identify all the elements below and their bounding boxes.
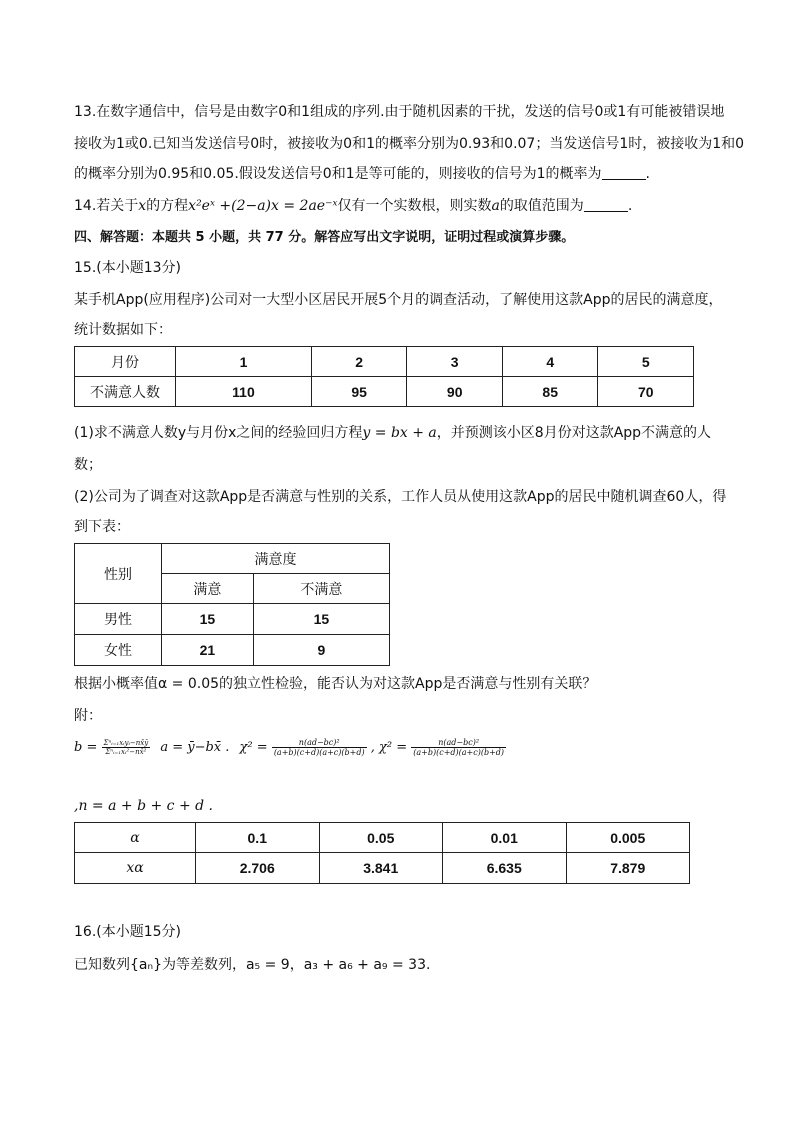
table-cell: 21: [162, 635, 254, 666]
chi-symbol: χ² =: [239, 740, 268, 755]
q15-part1-cont: 数；: [74, 457, 102, 473]
q14-var-x: x: [138, 198, 147, 214]
q15-question: 根据小概率值α = 0.05的独立性检验，能否认为对这款App是否满意与性别有关联？: [74, 676, 597, 692]
q15-part1-tail: ，并预测该小区8月份对这款App不满意的人: [436, 425, 712, 441]
chi-fraction: [272, 738, 367, 757]
chi-fraction-2: [411, 738, 506, 757]
table-cell: 0.01: [443, 823, 567, 853]
q15-intro2: 统计数据如下：: [74, 322, 172, 338]
q13-line3-text: 的概率分别为0.95和0.05.假设发送信号0和1是等可能的，则接收的信号为1的概率为: [74, 166, 602, 182]
table-cell: 9: [253, 635, 389, 666]
q14-tail: 的取值范围为: [499, 198, 584, 214]
b-denominator: Σⁿᵢ₌₁xᵢ²−nx̄²: [105, 748, 147, 756]
table-row-label: 男性: [75, 604, 162, 635]
chi-denominator: (a+b)(c+d)(a+c)(b+d): [273, 748, 365, 757]
table-cell: 4: [502, 347, 598, 377]
table-header-cell: 性别: [75, 544, 162, 604]
q14-suffix: 仅有一个实数根，则实数: [337, 198, 492, 214]
table-cell: 7.879: [566, 853, 690, 884]
table-header-cell: xα: [75, 853, 196, 884]
appendix-label: 附：: [74, 708, 102, 724]
table-header-cell: 不满意: [253, 574, 389, 604]
q14-mid: 的方程: [146, 198, 189, 214]
q13-line2: 接收为1或0.已知当发送信号0时，被接收为0和1的概率分别为0.93和0.07；当发送信号1时，被接收为1和0: [74, 136, 745, 152]
table-cell: 1: [176, 347, 312, 377]
chi-denominator: (a+b)(c+d)(a+c)(b+d): [413, 748, 505, 757]
table-cell: 0.05: [319, 823, 443, 853]
formula-line: [74, 738, 506, 757]
table-cell: 6.635: [443, 853, 567, 884]
table-cell: 3.841: [319, 853, 443, 884]
q14-var-a: a: [491, 198, 500, 214]
table-cell: 0.1: [196, 823, 320, 853]
q14-equation: x²eˣ +(2−a)x = 2ae⁻ˣ: [188, 198, 338, 214]
table-cell: 110: [176, 377, 312, 407]
q13-line1: 13.在数字通信中，信号是由数字0和1组成的序列.由于随机因素的干扰，发送的信号0或1有可能被错误地: [74, 104, 725, 120]
section-heading: 四、解答题：本题共 5 小题，共 77 分。解答应写出文字说明，证明过程或演算步骤。: [74, 230, 575, 245]
q14-period: .: [627, 198, 633, 214]
table-header-cell: 满意: [162, 574, 254, 604]
b-hat-symbol: b =: [74, 740, 98, 755]
chi-separator: , χ² =: [370, 740, 408, 755]
chi-numerator: n(ad−bc)²: [272, 738, 367, 748]
q14-line: [74, 196, 632, 216]
table-header-cell: 不满意人数: [75, 377, 176, 407]
q15-header: 15.(本小题13分): [74, 260, 182, 276]
q13-line3: [74, 164, 650, 184]
b-numerator: Σⁿᵢ₌₁xᵢyᵢ−nx̄ȳ: [103, 739, 149, 747]
q14-prefix: 14.若关于: [74, 198, 139, 214]
a-hat-formula: a = ȳ−bx̄ .: [160, 740, 230, 755]
n-formula: ,n = a + b + c + d .: [74, 798, 214, 814]
table-header-cell: 月份: [75, 347, 176, 377]
table-cell: 2.706: [196, 853, 320, 884]
table-header-cell: α: [75, 823, 196, 853]
q13-period: .: [645, 166, 650, 182]
regression-equation: y = bx + a: [362, 425, 437, 441]
q15-part2: (2)公司为了调查对这款App是否满意与性别的关系，工作人员从使用这款App的居民中随机调查60人，得: [74, 489, 727, 505]
table-cell: 85: [502, 377, 598, 407]
table-cell: 3: [407, 347, 503, 377]
table-row-label: 女性: [75, 635, 162, 666]
table-cell: 70: [598, 377, 694, 407]
table-cell: 15: [253, 604, 389, 635]
table-cell: 95: [311, 377, 407, 407]
chi-numerator: n(ad−bc)²: [411, 738, 506, 748]
q15-part2-cont: 到下表：: [74, 519, 130, 535]
month-table: [74, 346, 694, 407]
table-cell: 5: [598, 347, 694, 377]
answer-blank: [602, 165, 646, 180]
answer-blank: [584, 197, 628, 212]
q15-intro1: 某手机App(应用程序)公司对一大型小区居民开展5个月的调查活动，了解使用这款App的居民的满意度，: [74, 292, 723, 308]
q16-text: 已知数列{aₙ}为等差数列，a₅ = 9，a₃ + a₆ + a₉ = 33.: [74, 957, 431, 973]
table-header-cell: 满意度: [162, 544, 390, 574]
table-cell: 2: [311, 347, 407, 377]
chi-critical-table: [74, 822, 690, 884]
table-cell: 0.005: [566, 823, 690, 853]
gender-table: [74, 543, 390, 666]
q16-header: 16.(本小题15分): [74, 924, 182, 940]
b-fraction: [102, 739, 151, 756]
table-cell: 15: [162, 604, 254, 635]
q15-part1-text: (1)求不满意人数y与月份x之间的经验回归方程: [74, 425, 363, 441]
q15-part1: [74, 423, 711, 443]
table-cell: 90: [407, 377, 503, 407]
